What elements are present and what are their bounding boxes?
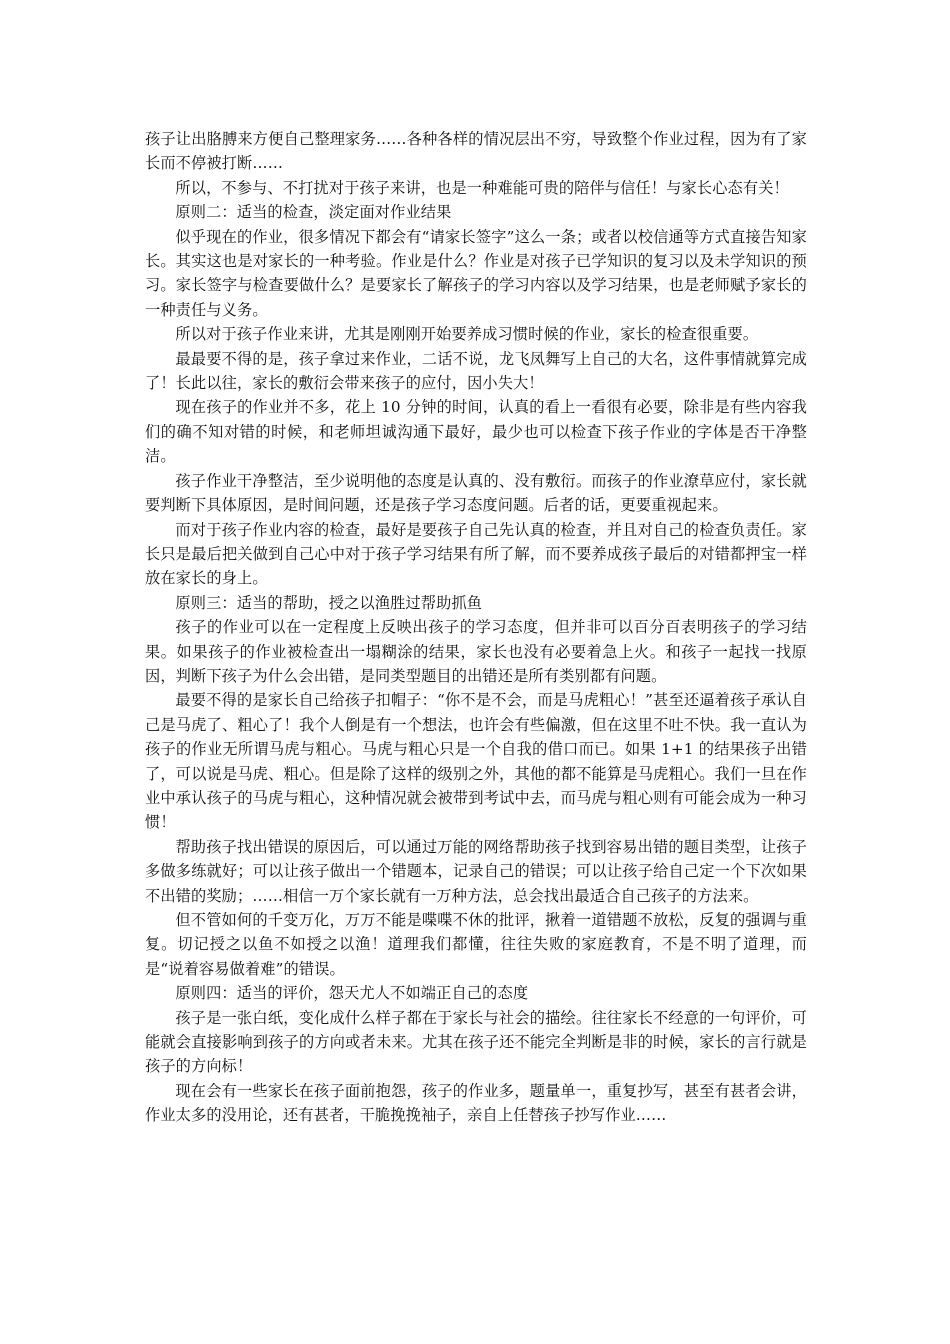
paragraph: 似乎现在的作业，很多情况下都会有“请家长签字”这么一条；或者以校信通等方式直接告知家长。其实这也是对家长的一种考验。作业是什么？作业是对孩子已学知识的复习以及未学知识的预习。家长签字与检查要做什么？是要家长了解孩子的学习内容以及学习结果，也是老师赋予家长的一种责任与义务。 [145, 227, 807, 319]
section-heading-principle-3: 原则三：适当的帮助，授之以渔胜过帮助抓鱼 [175, 593, 483, 612]
paragraph: 帮助孩子找出错误的原因后，可以通过万能的网络帮助孩子找到容易出错的题目类型，让孩子多做多练就好；可以让孩子做出一个错题本，记录自己的错误；可以让孩子给自己定一个下次如果不出错的奖励；……相信一万个家长就有一万种方法，总会找出最适合自己孩子的方法来。 [145, 837, 807, 905]
paragraph: 现在孩子的作业并不多，花上 10 分钟的时间，认真的看上一看很有必要，除非是有些内容我们的确不知对错的时候，和老师坦诚沟通下最好，最少也可以检查下孩子作业的字体是否干净整洁。 [145, 398, 807, 466]
paragraph: 所以，不参与、不打扰对于孩子来讲，也是一种难能可贵的陪伴与信任！与家长心态有关！ [175, 178, 789, 197]
paragraph: 最最要不得的是，孩子拿过来作业，二话不说，龙飞凤舞写上自己的大名，这件事情就算完成了！长此以往，家长的敷衍会带来孩子的应付，因小失大！ [145, 349, 807, 393]
paragraph: 但不管如何的千变万化，万万不能是喋喋不休的批评，揪着一道错题不放松，反复的强调与重复。切记授之以鱼不如授之以渔！道理我们都懂，往往失败的家庭教育，不是不明了道理，而是“说着容易做着难”的错误。 [145, 911, 807, 978]
paragraph: 现在会有一些家长在孩子面前抱怨，孩子的作业多，题量单一，重复抄写，甚至有甚者会讲，作业太多的没用论，还有甚者，干脆挽挽袖子，亲自上任替孩子抄写作业…… [145, 1081, 807, 1125]
paragraph: 最要不得的是家长自己给孩子扣帽子：“你不是不会，而是马虎粗心！”甚至还逼着孩子承认自己是马虎了、粗心了！我个人倒是有一个想法，也许会有些偏激，但在这里不吐不快。我一直认为孩子的作业无所谓马虎与粗心。马虎与粗心只是一个自我的借口而已。如果 1+1 的结果孩子出错了，可以说是马虎、粗心。但是除了这样的级别之外，其他的都不能算是马虎粗心。我们一旦在作业中承认孩子的马虎与粗心，这种情况就会被带到考试中去，而马虎与粗心则有可能会成为一种习惯！ [145, 691, 807, 832]
paragraph: 而对于孩子作业内容的检查，最好是要孩子自己先认真的检查，并且对自己的检查负责任。家长只是最后把关做到自己心中对于孩子学习结果有所了解，而不要养成孩子最后的对错都押宝一样放在家长的身上。 [145, 520, 807, 588]
paragraph: 所以对于孩子作业来讲，尤其是刚刚开始要养成习惯时候的作业，家长的检查很重要。 [175, 325, 759, 344]
paragraph: 孩子的作业可以在一定程度上反映出孩子的学习态度，但并非可以百分百表明孩子的学习结果。如果孩子的作业被检查出一塌糊涂的结果，家长也没有必要着急上火。和孩子一起找一找原因，判断下孩子为什么会出错，是同类型题目的出错还是所有类别都有问题。 [145, 618, 807, 685]
section-heading-principle-4: 原则四：适当的评价，怨天尤人不如端正自己的态度 [175, 984, 529, 1003]
paragraph: 孩子让出胳膊来方便自己整理家务……各种各样的情况层出不穷，导致整个作业过程，因为有了家长而不停被打断…… [145, 130, 807, 173]
paragraph: 孩子是一张白纸，变化成什么样子都在于家长与社会的描绘。往往家长不经意的一句评价，可能就会直接影响到孩子的方向或者未来。尤其在孩子还不能完全判断是非的时候，家长的言行就是孩子的方向标！ [145, 1008, 807, 1076]
paragraph: 孩子作业干净整洁，至少说明他的态度是认真的、没有敷衍。而孩子的作业潦草应付，家长就要判断下具体原因，是时间问题，还是孩子学习态度问题。后者的话，更要重视起来。 [145, 471, 807, 515]
document-body [145, 127, 807, 1128]
section-heading-principle-2: 原则二：适当的检查，淡定面对作业结果 [175, 203, 452, 222]
